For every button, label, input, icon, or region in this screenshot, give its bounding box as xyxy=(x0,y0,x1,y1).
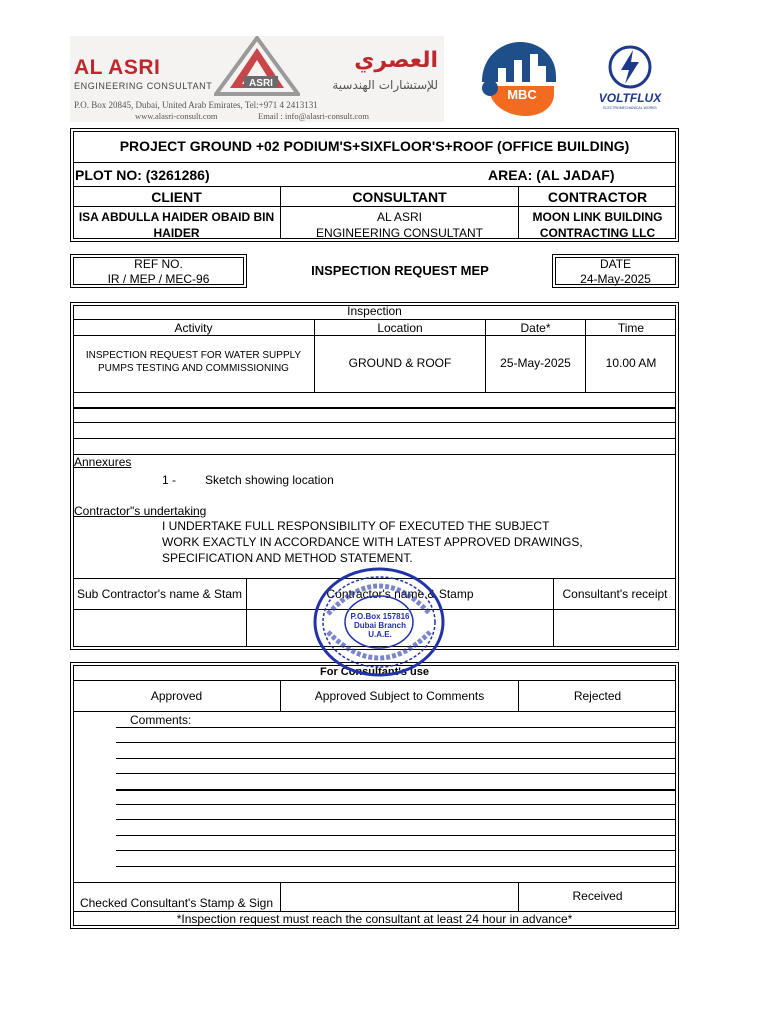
undertaking-label: Contractor"s undertaking xyxy=(74,504,207,518)
col-date: Date* xyxy=(520,321,551,335)
date-value: 24-May-2025 xyxy=(580,272,651,286)
stamp-line3: U.A.E. xyxy=(368,630,392,639)
comment-line xyxy=(116,866,676,867)
mbc-logo-text: MBC xyxy=(507,87,537,102)
contractor-signature-label: Contractor's name & Stamp xyxy=(326,587,474,601)
comment-line xyxy=(116,835,676,836)
consultant-label: CONSULTANT xyxy=(352,189,447,205)
annexure-item-text: Sketch showing location xyxy=(205,473,334,487)
company-web: www.alasri-consult.com xyxy=(135,111,218,121)
company-subtitle-en: ENGINEERING CONSULTANT xyxy=(74,81,213,91)
approved-option: Approved xyxy=(150,689,203,703)
comment-line xyxy=(116,789,676,791)
time-cell: 10.00 AM xyxy=(605,356,657,370)
undertaking-line3: SPECIFICATION AND METHOD STATEMENT. xyxy=(162,551,413,565)
col-location: Location xyxy=(377,321,423,335)
plot-number: PLOT NO: (3261286) xyxy=(75,167,210,183)
area: AREA: (AL JADAF) xyxy=(488,167,615,183)
comment-line xyxy=(116,804,676,805)
approved-subject-to-comments-option: Approved Subject to Comments xyxy=(314,689,485,703)
undertaking-line1: I UNDERTAKE FULL RESPONSIBILITY OF EXECUTED THE SUBJECT xyxy=(162,519,550,533)
consultant-name xyxy=(281,209,518,241)
voltflux-logo-subtitle: ELECTROMECHANICAL WORKS xyxy=(603,106,657,110)
inspection-header: Inspection xyxy=(347,304,402,318)
client-name xyxy=(73,209,280,241)
activity-cell xyxy=(73,349,314,375)
svg-text:ASRI: ASRI xyxy=(249,78,273,89)
al-asri-logo-icon xyxy=(214,36,300,96)
comment-line xyxy=(116,819,676,820)
project-title: PROJECT GROUND +02 PODIUM'S+SIXFLOOR'S+ROOF (OFFICE BUILDING) xyxy=(119,138,630,154)
company-name-ar: العصري xyxy=(354,48,438,73)
activity-line1: INSPECTION REQUEST FOR WATER SUPPLY xyxy=(85,350,302,361)
ref-value: IR / MEP / MEC-96 xyxy=(107,272,210,286)
date-cell: 25-May-2025 xyxy=(500,356,571,370)
comment-line xyxy=(116,758,676,759)
location-cell: GROUND & ROOF xyxy=(348,356,452,370)
contractor-name-line1: MOON LINK BUILDING xyxy=(532,210,663,224)
contractor-label: CONTRACTOR xyxy=(547,189,648,205)
company-address: P.O. Box 20845, Dubai, United Arab Emirates, Tel:+971 4 2413131 xyxy=(74,100,318,110)
stamp-text xyxy=(340,612,420,639)
comment-line xyxy=(116,727,676,728)
comment-line xyxy=(116,773,676,774)
client-name-line2: HAIDER xyxy=(153,226,200,240)
undertaking-line2: WORK EXACTLY IN ACCORDANCE WITH LATEST APPROVED DRAWINGS, xyxy=(162,535,583,549)
consultant-name-line1: AL ASRI xyxy=(377,210,422,224)
document-title: INSPECTION REQUEST MEP xyxy=(311,263,489,278)
undertaking-text xyxy=(162,518,583,566)
voltflux-logo-text: VOLTFLUX xyxy=(598,91,662,105)
client-name-line1: ISA ABDULLA HAIDER OBAID BIN xyxy=(78,210,275,224)
consultant-use-header: For Consultant's use xyxy=(320,666,429,678)
comment-line xyxy=(116,850,676,851)
company-subtitle-ar: للإستشارات الهندسية xyxy=(332,78,438,92)
activity-line2: PUMPS TESTING AND COMMISSIONING xyxy=(98,363,289,374)
mbc-logo-icon xyxy=(476,38,562,118)
stamp-line1: P.O.Box 157816 xyxy=(350,612,410,621)
sub-contractor-signature-label: Sub Contractor's name & Stam xyxy=(76,587,243,601)
contractor-name-line2: CONTRACTING LLC xyxy=(539,226,656,240)
stamp-line2: Dubai Branch xyxy=(353,621,406,630)
received-label: Received xyxy=(572,889,623,903)
comment-line xyxy=(116,742,676,743)
rejected-option: Rejected xyxy=(573,689,622,703)
company-name-en: AL ASRI xyxy=(74,56,161,79)
client-label: CLIENT xyxy=(151,189,202,205)
annexure-item-number: 1 - xyxy=(162,473,177,487)
consultant-name-line2: ENGINEERING CONSULTANT xyxy=(316,226,483,240)
col-activity: Activity xyxy=(174,321,213,335)
ref-label: REF NO. xyxy=(134,257,183,271)
contractor-name xyxy=(519,209,676,241)
col-time: Time xyxy=(617,321,645,335)
date-label: DATE xyxy=(599,257,632,271)
checked-consultant-stamp-label: Checked Consultant's Stamp & Sign xyxy=(79,896,274,910)
consultant-receipt-label: Consultant's receipt xyxy=(562,587,668,601)
company-email: Email : info@alasri-consult.com xyxy=(258,111,369,121)
voltflux-logo-icon xyxy=(607,44,653,90)
comments-label: Comments: xyxy=(130,713,192,727)
footer-note: *Inspection request must reach the consultant at least 24 hour in advance* xyxy=(176,912,573,926)
annexures-label: Annexures xyxy=(74,455,132,469)
